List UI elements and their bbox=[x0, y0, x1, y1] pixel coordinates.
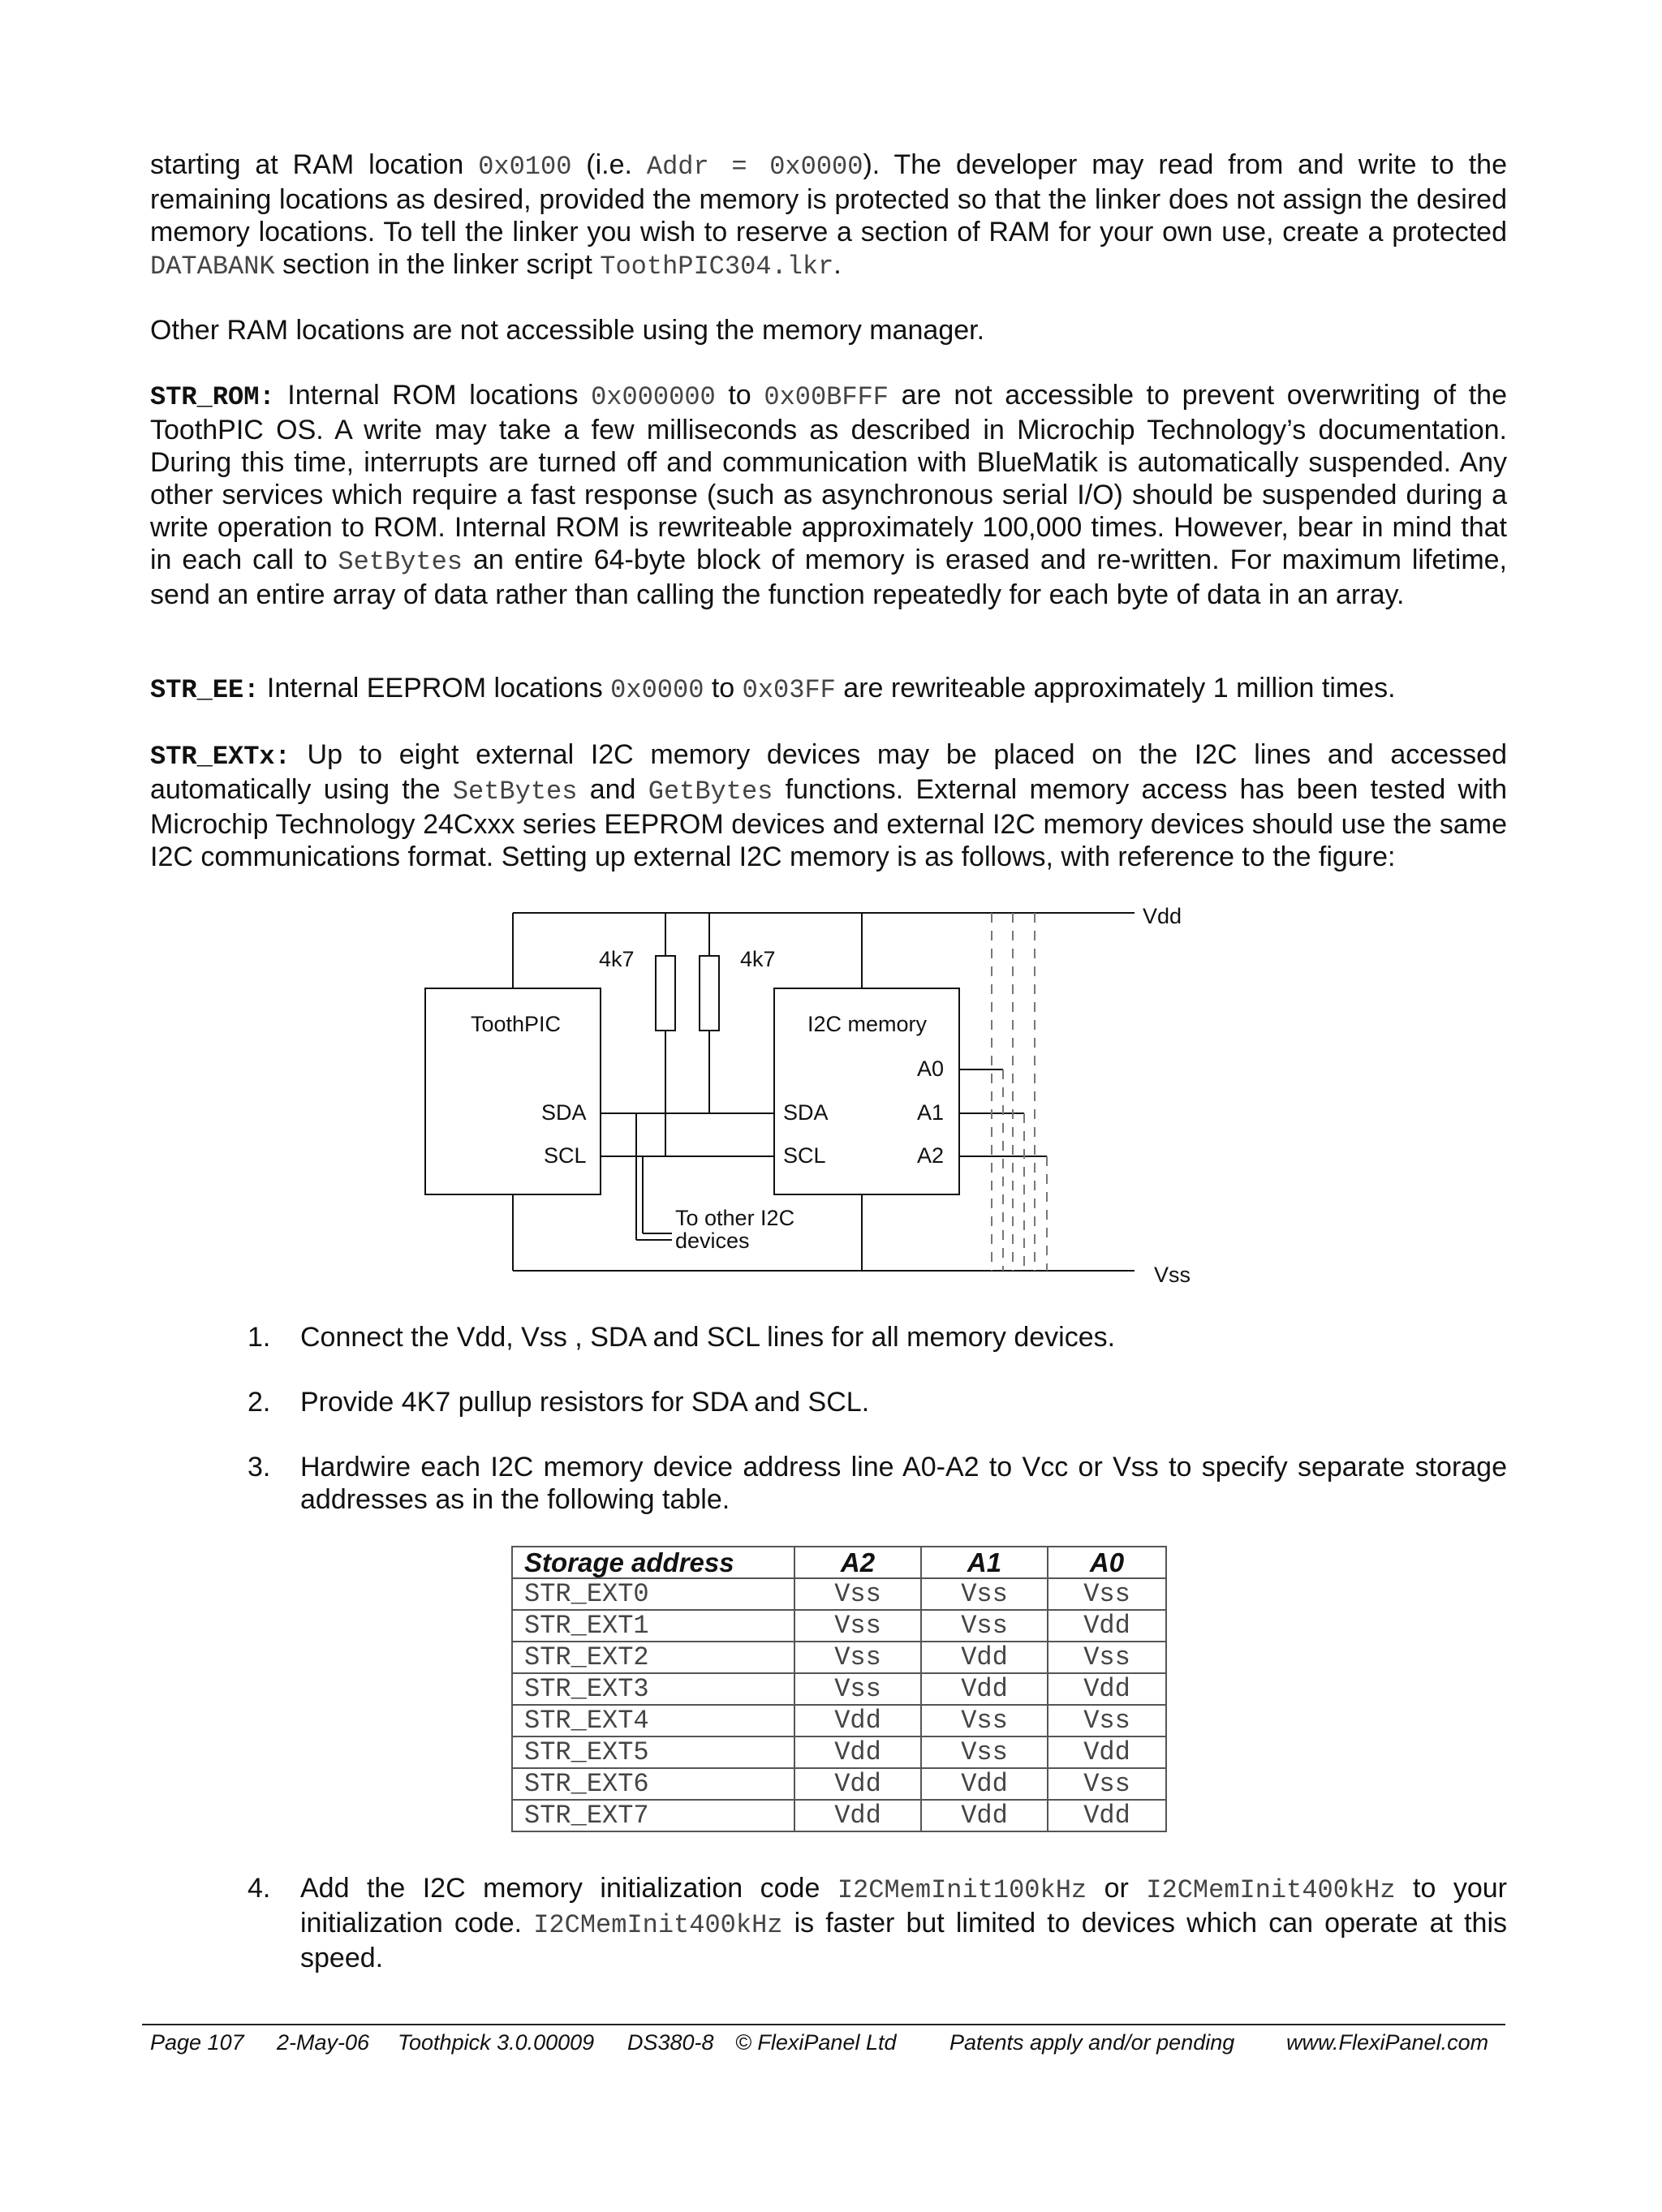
text: and bbox=[577, 774, 648, 805]
table-cell: Vdd bbox=[794, 1736, 921, 1768]
table-cell: Vss bbox=[1048, 1705, 1166, 1736]
code: SetBytes bbox=[338, 547, 463, 577]
text: to your initialization code. bbox=[300, 1873, 1508, 1939]
table-row bbox=[512, 1800, 1166, 1831]
table-cell: Vdd bbox=[921, 1800, 1048, 1831]
footer-doc-id: DS380-8 bbox=[627, 2030, 714, 2055]
text: to bbox=[704, 673, 743, 704]
footer-date: 2-May-06 bbox=[277, 2030, 370, 2055]
scl-label: SCL bbox=[783, 1143, 826, 1168]
table-cell: Vdd bbox=[921, 1642, 1048, 1673]
table-cell: Vdd bbox=[1048, 1800, 1166, 1831]
text: Add the I2C memory initialization code bbox=[300, 1873, 837, 1904]
a0-label: A0 bbox=[917, 1057, 945, 1081]
table-cell: STR_EXT2 bbox=[512, 1642, 794, 1673]
text: to bbox=[715, 380, 764, 411]
footer-copyright: © FlexiPanel Ltd bbox=[735, 2030, 897, 2055]
footer-url: www.FlexiPanel.com bbox=[1286, 2030, 1489, 2055]
text: an entire 64-byte block of memory is erased and re-written. For maximum lifetime, send an entire array of data rather than calling the function repeatedly for each byte of data in an array. bbox=[150, 544, 1507, 610]
code: GetBytes bbox=[648, 777, 773, 807]
table-cell: STR_EXT4 bbox=[512, 1705, 794, 1736]
column-header: A2 bbox=[794, 1547, 921, 1578]
storage-address-table bbox=[511, 1546, 1167, 1832]
table-cell: Vss bbox=[794, 1642, 921, 1673]
table-cell: Vss bbox=[1048, 1578, 1166, 1610]
table-cell: Vdd bbox=[794, 1800, 921, 1831]
table-row bbox=[512, 1673, 1166, 1705]
item-text bbox=[300, 1872, 1507, 1974]
resistor-sda bbox=[656, 956, 675, 1031]
resistor-label: 4k7 bbox=[740, 947, 776, 971]
code: DATABANK bbox=[150, 252, 275, 282]
table-cell: STR_EXT1 bbox=[512, 1610, 794, 1642]
keyword: STR_EXTx: bbox=[150, 742, 291, 772]
table-row bbox=[512, 1578, 1166, 1610]
code: 0x000000 bbox=[591, 382, 716, 412]
table-cell: Vdd bbox=[794, 1705, 921, 1736]
code: Addr = 0x0000 bbox=[646, 152, 863, 182]
item-number: 1. bbox=[248, 1322, 271, 1353]
table-cell: STR_EXT5 bbox=[512, 1736, 794, 1768]
sda-label: SDA bbox=[783, 1100, 829, 1125]
column-header: A0 bbox=[1048, 1547, 1166, 1578]
keyword: STR_ROM: bbox=[150, 382, 275, 412]
table-cell: Vss bbox=[921, 1578, 1048, 1610]
sda-label: SDA bbox=[541, 1100, 587, 1125]
item-text: Connect the Vdd, Vss , SDA and SCL lines for all memory devices. bbox=[300, 1322, 1116, 1353]
item-text: Provide 4K7 pullup resistors for SDA and SCL. bbox=[300, 1387, 870, 1418]
table-row bbox=[512, 1705, 1166, 1736]
paragraph-other-ram: Other RAM locations are not accessible using the memory manager. bbox=[150, 315, 985, 346]
a2-label: A2 bbox=[917, 1143, 945, 1168]
footer-divider bbox=[142, 2024, 1505, 2025]
table-header-row bbox=[512, 1547, 1166, 1578]
table-row bbox=[512, 1736, 1166, 1768]
table-cell: Vdd bbox=[921, 1673, 1048, 1705]
code: I2CMemInit400kHz bbox=[533, 1910, 783, 1940]
table-cell: STR_EXT7 bbox=[512, 1800, 794, 1831]
vss-label: Vss bbox=[1154, 1263, 1191, 1287]
keyword: STR_EE: bbox=[150, 675, 260, 705]
toothpic-label: ToothPIC bbox=[471, 1012, 562, 1036]
footer-page-number: Page 107 bbox=[150, 2030, 244, 2055]
table-cell: STR_EXT0 bbox=[512, 1578, 794, 1610]
item-number: 3. bbox=[248, 1452, 271, 1483]
code: I2CMemInit100kHz bbox=[837, 1875, 1087, 1905]
table-cell: STR_EXT3 bbox=[512, 1673, 794, 1705]
table-cell: Vss bbox=[921, 1736, 1048, 1768]
table-cell: Vss bbox=[794, 1610, 921, 1642]
resistor-scl bbox=[700, 956, 719, 1031]
footer-patents: Patents apply and/or pending bbox=[949, 2030, 1235, 2055]
text: (i.e. bbox=[571, 149, 647, 180]
code: ToothPIC304.lkr bbox=[600, 252, 834, 282]
text: ). The developer may read from and write to the remaining locations as desired, provided the memory is protected so that the linker does not assign the desired memory locations. To tell the linker you wish to reserve a section of RAM for your own use, create a protected bbox=[150, 149, 1507, 247]
column-header: A1 bbox=[921, 1547, 1048, 1578]
text: are not accessible to prevent overwriting of the ToothPIC OS. A write may take a few milliseconds as described in Microchip Technology’s documentation. During this time, interrupts are turned off and communication with BlueMatik is automatically suspended. Any other services which require a fast response (such as asynchronous serial I/O) should be suspended during a write operation to ROM. Internal ROM is rewriteable approximately 100,000 times. However, bear in mind that in each call to bbox=[150, 380, 1508, 575]
code: SetBytes bbox=[452, 777, 578, 807]
vdd-label: Vdd bbox=[1143, 904, 1182, 928]
resistor-label: 4k7 bbox=[599, 947, 635, 971]
item-text: Hardwire each I2C memory device address line A0-A2 to Vcc or Vss to specify separate storage addresses as in the following table. bbox=[300, 1452, 1507, 1515]
memory-label: I2C memory bbox=[807, 1012, 928, 1036]
text: or bbox=[1087, 1873, 1147, 1904]
text: section in the linker script bbox=[274, 249, 601, 280]
text: are rewriteable approximately 1 million times. bbox=[835, 673, 1396, 704]
code: I2CMemInit400kHz bbox=[1146, 1875, 1396, 1905]
a1-label: A1 bbox=[917, 1100, 945, 1125]
table-cell: Vss bbox=[1048, 1768, 1166, 1800]
other-devices-label: To other I2C bbox=[675, 1206, 795, 1230]
text: . bbox=[833, 249, 842, 280]
table-cell: Vss bbox=[921, 1610, 1048, 1642]
table-cell: Vss bbox=[1048, 1642, 1166, 1673]
code: 0x03FF bbox=[742, 675, 836, 705]
text: Up to eight external I2C memory devices may be placed on the I2C lines and accessed automatically using the bbox=[150, 739, 1507, 805]
table-cell: Vdd bbox=[921, 1768, 1048, 1800]
table-cell: Vss bbox=[794, 1578, 921, 1610]
text: Internal EEPROM locations bbox=[259, 673, 611, 704]
table-cell: Vdd bbox=[1048, 1610, 1166, 1642]
scl-label: SCL bbox=[544, 1143, 587, 1168]
table-cell: STR_EXT6 bbox=[512, 1768, 794, 1800]
table-cell: Vss bbox=[794, 1673, 921, 1705]
table-cell: Vdd bbox=[1048, 1673, 1166, 1705]
code: 0x0000 bbox=[610, 675, 704, 705]
text: is faster but limited to devices which can operate at this speed. bbox=[300, 1908, 1508, 1973]
other-devices-label: devices bbox=[675, 1229, 750, 1253]
code: 0x0100 bbox=[478, 152, 572, 182]
table-cell: Vdd bbox=[1048, 1736, 1166, 1768]
table-cell: Vdd bbox=[794, 1768, 921, 1800]
item-number: 4. bbox=[248, 1873, 271, 1904]
table-row bbox=[512, 1642, 1166, 1673]
item-number: 2. bbox=[248, 1387, 271, 1418]
table-row bbox=[512, 1768, 1166, 1800]
table-row bbox=[512, 1610, 1166, 1642]
code: 0x00BFFF bbox=[764, 382, 889, 412]
text: functions. External memory access has been tested with Microchip Technology 24Cxxx series EEPROM devices and external I2C memory devices should use the same I2C communications format. Setting up external I2C memory is as follows, with reference to the figure: bbox=[150, 774, 1508, 872]
text: starting at RAM location bbox=[150, 149, 479, 180]
table-cell: Vss bbox=[921, 1705, 1048, 1736]
footer-version: Toothpick 3.0.00009 bbox=[398, 2030, 595, 2055]
text: Internal ROM locations bbox=[274, 380, 592, 411]
column-header: Storage address bbox=[512, 1547, 794, 1578]
